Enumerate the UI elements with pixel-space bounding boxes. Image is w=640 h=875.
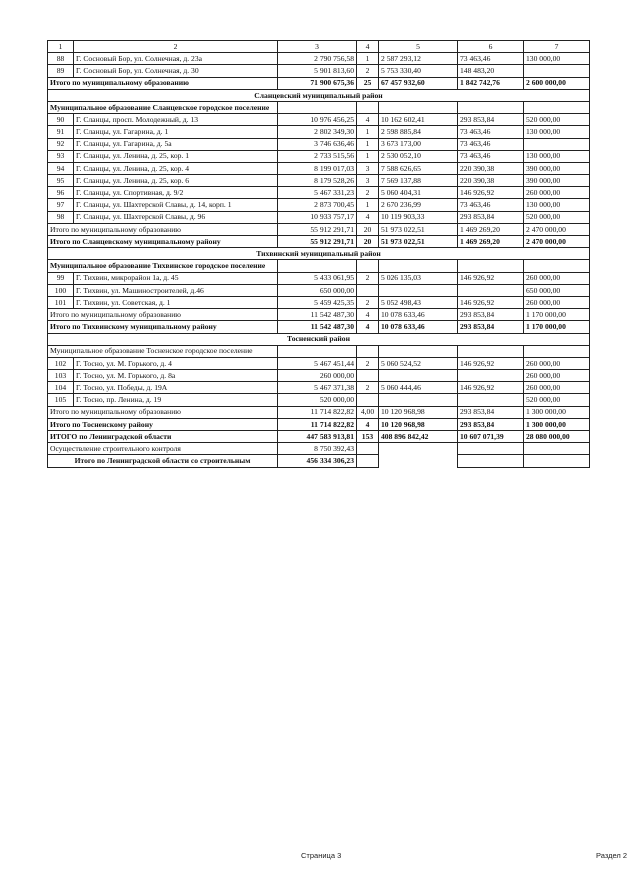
address-cell: Г. Сланцы, ул. Ленина, д. 25, кор. 4	[74, 162, 278, 174]
total-row	[48, 309, 590, 321]
empty-cell	[458, 345, 524, 357]
district-heading: Тихвинский муниципальный район	[48, 248, 590, 260]
count-cell: 2	[357, 357, 379, 369]
district-heading-row	[48, 89, 590, 101]
total-cost-cell: 5 901 813,60	[278, 65, 357, 77]
count-cell: 1	[357, 138, 379, 150]
row-number-cell: 90	[48, 114, 74, 126]
amount-3-cell: 390 000,00	[524, 175, 590, 187]
address-cell: Г. Сосновый Бор, ул. Солнечная, д. 30	[74, 65, 278, 77]
empty-cell	[379, 345, 458, 357]
total-value-cell: 1 300 000,00	[524, 406, 590, 418]
summary-label: Осуществление строительного контроля	[48, 443, 278, 455]
total-value-cell: 447 583 913,81	[278, 431, 357, 443]
amount-3-cell	[524, 138, 590, 150]
total-value-cell: 2 470 000,00	[524, 223, 590, 235]
summary-label: Итого по Ленинградской области со строительным	[48, 455, 278, 467]
total-row	[48, 77, 590, 89]
total-value-cell: 20	[357, 223, 379, 235]
amount-3-cell: 520 000,00	[524, 114, 590, 126]
total-value-cell: 2 600 000,00	[524, 77, 590, 89]
empty-cell	[379, 455, 458, 467]
total-cost-cell: 10 933 757,17	[278, 211, 357, 223]
empty-cell	[357, 345, 379, 357]
column-number-2: 2	[74, 41, 278, 53]
table-row	[48, 187, 590, 199]
row-number-cell: 104	[48, 382, 74, 394]
total-value-cell: 4	[357, 321, 379, 333]
amount-2-cell: 146 926,92	[458, 382, 524, 394]
empty-cell	[458, 443, 524, 455]
total-value-cell: 10 078 633,46	[379, 309, 458, 321]
amount-3-cell: 260 000,00	[524, 296, 590, 308]
total-cost-cell: 2 790 756,58	[278, 53, 357, 65]
amount-3-cell: 520 000,00	[524, 394, 590, 406]
total-value-cell: 408 896 842,42	[379, 431, 458, 443]
empty-cell	[458, 260, 524, 272]
address-cell: Г. Сланцы, ул. Спортивная, д. 9/2	[74, 187, 278, 199]
empty-cell	[357, 260, 379, 272]
address-cell: Г. Тосно, ул. М. Горького, д. 8а	[74, 370, 278, 382]
total-cost-cell: 520 000,00	[278, 394, 357, 406]
district-heading-row	[48, 248, 590, 260]
empty-cell	[357, 455, 379, 467]
municipality-heading: Муниципальное образование Тихвинское городское поселение	[48, 260, 278, 272]
summary-row	[48, 455, 590, 467]
amount-3-cell: 260 000,00	[524, 370, 590, 382]
total-value-cell: 2 470 000,00	[524, 236, 590, 248]
row-number-cell: 91	[48, 126, 74, 138]
amount-2-cell: 293 853,84	[458, 211, 524, 223]
table-row	[48, 199, 590, 211]
total-cost-cell: 5 433 061,95	[278, 272, 357, 284]
count-cell: 2	[357, 272, 379, 284]
address-cell: Г. Тосно, ул. Победы, д. 19А	[74, 382, 278, 394]
table-row	[48, 382, 590, 394]
empty-cell	[524, 101, 590, 113]
total-row	[48, 406, 590, 418]
row-number-cell: 88	[48, 53, 74, 65]
total-cost-cell: 10 976 456,25	[278, 114, 357, 126]
count-cell: 4	[357, 114, 379, 126]
amount-cell	[379, 284, 458, 296]
count-cell: 2	[357, 382, 379, 394]
total-value-cell: 1 170 000,00	[524, 321, 590, 333]
row-number-cell: 100	[48, 284, 74, 296]
amount-cell: 2 598 885,84	[379, 126, 458, 138]
address-cell: Г. Сланцы, просп. Молодежный, д. 13	[74, 114, 278, 126]
total-value-cell: 10 120 968,98	[379, 418, 458, 430]
total-row	[48, 418, 590, 430]
amount-cell: 7 588 626,65	[379, 162, 458, 174]
count-cell	[357, 284, 379, 296]
amount-cell: 5 060 444,46	[379, 382, 458, 394]
total-value-cell: 4,00	[357, 406, 379, 418]
total-label: Итого по муниципальному образованию	[48, 406, 278, 418]
table-row	[48, 162, 590, 174]
municipality-heading-row	[48, 101, 590, 113]
amount-3-cell: 130 000,00	[524, 53, 590, 65]
table-row	[48, 284, 590, 296]
total-cost-cell: 8 199 017,03	[278, 162, 357, 174]
table-row	[48, 150, 590, 162]
total-value-cell: 293 853,84	[458, 406, 524, 418]
total-value-cell: 293 853,84	[458, 418, 524, 430]
municipality-heading: Муниципальное образование Сланцевское городское поселение	[48, 101, 278, 113]
count-cell: 1	[357, 126, 379, 138]
empty-cell	[524, 260, 590, 272]
total-value-cell: 1 842 742,76	[458, 77, 524, 89]
empty-cell	[379, 101, 458, 113]
count-cell: 2	[357, 65, 379, 77]
row-number-cell: 105	[48, 394, 74, 406]
amount-3-cell: 130 000,00	[524, 150, 590, 162]
amount-2-cell: 73 463,46	[458, 126, 524, 138]
page-number: Страница 3	[301, 851, 342, 860]
total-cost-cell: 260 000,00	[278, 370, 357, 382]
address-cell: Г. Тихвин, ул. Машиностроителей, д.46	[74, 284, 278, 296]
amount-3-cell: 260 000,00	[524, 382, 590, 394]
amount-2-cell: 73 463,46	[458, 138, 524, 150]
total-value-cell: 51 973 022,51	[379, 236, 458, 248]
total-label: Итого по Тосненскому району	[48, 418, 278, 430]
amount-cell	[379, 394, 458, 406]
empty-cell	[379, 260, 458, 272]
empty-cell	[278, 101, 357, 113]
total-cost-cell: 5 467 371,38	[278, 382, 357, 394]
count-cell: 3	[357, 162, 379, 174]
total-cost-cell: 3 746 636,46	[278, 138, 357, 150]
municipality-heading-row	[48, 345, 590, 357]
amount-3-cell: 520 000,00	[524, 211, 590, 223]
amount-cell: 7 569 137,88	[379, 175, 458, 187]
total-row	[48, 236, 590, 248]
district-heading-row	[48, 333, 590, 345]
total-cost-cell: 2 802 349,30	[278, 126, 357, 138]
count-cell: 2	[357, 187, 379, 199]
total-value-cell: 1 300 000,00	[524, 418, 590, 430]
total-value-cell: 293 853,84	[458, 309, 524, 321]
amount-3-cell: 390 000,00	[524, 162, 590, 174]
row-number-cell: 92	[48, 138, 74, 150]
total-label: ИТОГО по Ленинградской области	[48, 431, 278, 443]
total-value-cell: 67 457 932,60	[379, 77, 458, 89]
amount-cell: 3 673 173,00	[379, 138, 458, 150]
row-number-cell: 89	[48, 65, 74, 77]
total-label: Итого по Сланцевскому муниципальному району	[48, 236, 278, 248]
summary-value: 456 334 306,23	[278, 455, 357, 467]
total-value-cell: 4	[357, 418, 379, 430]
row-number-cell: 93	[48, 150, 74, 162]
total-cost-cell: 2 873 700,45	[278, 199, 357, 211]
summary-value: 8 750 392,43	[278, 443, 357, 455]
table-row	[48, 53, 590, 65]
table-row	[48, 272, 590, 284]
table-body	[48, 41, 590, 468]
amount-2-cell: 146 926,92	[458, 187, 524, 199]
total-value-cell: 10 120 968,98	[379, 406, 458, 418]
amount-2-cell: 220 390,38	[458, 162, 524, 174]
total-cost-cell: 650 000,00	[278, 284, 357, 296]
address-cell: Г. Сланцы, ул. Гагарина, д. 5а	[74, 138, 278, 150]
total-value-cell: 11 542 487,30	[278, 309, 357, 321]
amount-2-cell: 146 926,92	[458, 272, 524, 284]
total-label: Итого по муниципальному образованию	[48, 223, 278, 235]
amount-cell: 2 670 236,99	[379, 199, 458, 211]
amount-cell: 5 060 524,52	[379, 357, 458, 369]
table-row	[48, 211, 590, 223]
total-value-cell: 11 542 487,30	[278, 321, 357, 333]
amount-2-cell: 146 926,92	[458, 357, 524, 369]
district-heading: Сланцевский муниципальный район	[48, 89, 590, 101]
total-value-cell: 11 714 822,82	[278, 418, 357, 430]
total-cost-cell: 5 459 425,35	[278, 296, 357, 308]
amount-cell: 2 530 052,10	[379, 150, 458, 162]
table-row	[48, 394, 590, 406]
amount-3-cell: 650 000,00	[524, 284, 590, 296]
amount-2-cell: 146 926,92	[458, 296, 524, 308]
table-row	[48, 126, 590, 138]
amount-2-cell	[458, 284, 524, 296]
row-number-cell: 103	[48, 370, 74, 382]
table-row	[48, 114, 590, 126]
row-number-cell: 102	[48, 357, 74, 369]
table-row	[48, 138, 590, 150]
total-value-cell: 293 853,84	[458, 321, 524, 333]
count-cell: 2	[357, 296, 379, 308]
empty-cell	[357, 101, 379, 113]
section-label: Раздел 2	[596, 851, 628, 860]
total-value-cell: 55 912 291,71	[278, 236, 357, 248]
total-value-cell: 1 170 000,00	[524, 309, 590, 321]
header-row	[48, 41, 590, 53]
total-row	[48, 321, 590, 333]
empty-cell	[278, 260, 357, 272]
amount-2-cell	[458, 370, 524, 382]
count-cell: 1	[357, 150, 379, 162]
count-cell: 3	[357, 175, 379, 187]
count-cell: 1	[357, 53, 379, 65]
address-cell: Г. Сланцы, ул. Гагарина, д. 1	[74, 126, 278, 138]
amount-2-cell: 148 483,20	[458, 65, 524, 77]
amount-cell: 5 753 330,40	[379, 65, 458, 77]
total-value-cell: 25	[357, 77, 379, 89]
amount-3-cell: 260 000,00	[524, 272, 590, 284]
row-number-cell: 96	[48, 187, 74, 199]
total-cost-cell: 2 733 515,56	[278, 150, 357, 162]
address-cell: Г. Тихвин, ул. Советская, д. 1	[74, 296, 278, 308]
amount-cell: 10 162 602,41	[379, 114, 458, 126]
total-row	[48, 223, 590, 235]
table-row	[48, 65, 590, 77]
address-cell: Г. Тосно, пр. Ленина, д. 19	[74, 394, 278, 406]
total-label: Итого по Тихвинскому муниципальному району	[48, 321, 278, 333]
row-number-cell: 95	[48, 175, 74, 187]
empty-cell	[524, 443, 590, 455]
empty-cell	[458, 101, 524, 113]
amount-3-cell	[524, 65, 590, 77]
empty-cell	[524, 455, 590, 467]
count-cell: 4	[357, 211, 379, 223]
address-cell: Г. Сланцы, ул. Шахтерской Славы, д. 96	[74, 211, 278, 223]
amount-2-cell: 293 853,84	[458, 114, 524, 126]
empty-cell	[278, 345, 357, 357]
table-row	[48, 296, 590, 308]
empty-cell	[357, 443, 379, 455]
amount-cell: 5 052 498,43	[379, 296, 458, 308]
budget-table	[47, 40, 590, 468]
row-number-cell: 97	[48, 199, 74, 211]
column-number-7: 7	[524, 41, 590, 53]
amount-2-cell	[458, 394, 524, 406]
total-cost-cell: 5 467 331,23	[278, 187, 357, 199]
address-cell: Г. Сосновый Бор, ул. Солнечная, д. 23а	[74, 53, 278, 65]
amount-3-cell: 260 000,00	[524, 187, 590, 199]
address-cell: Г. Сланцы, ул. Шахтерской Славы, д. 14, корп. 1	[74, 199, 278, 211]
row-number-cell: 94	[48, 162, 74, 174]
total-value-cell: 1 469 269,20	[458, 223, 524, 235]
count-cell: 1	[357, 199, 379, 211]
column-number-3: 3	[278, 41, 357, 53]
amount-cell: 10 119 903,33	[379, 211, 458, 223]
total-value-cell: 55 912 291,71	[278, 223, 357, 235]
total-value-cell: 10 078 633,46	[379, 321, 458, 333]
total-value-cell: 1 469 269,20	[458, 236, 524, 248]
amount-cell	[379, 370, 458, 382]
address-cell: Г. Сланцы, ул. Ленина, д. 25, кор. 6	[74, 175, 278, 187]
row-number-cell: 98	[48, 211, 74, 223]
table-row	[48, 357, 590, 369]
total-value-cell: 20	[357, 236, 379, 248]
table-row	[48, 370, 590, 382]
amount-cell: 5 060 404,31	[379, 187, 458, 199]
total-label: Итого по муниципальному образованию	[48, 309, 278, 321]
amount-2-cell: 73 463,46	[458, 53, 524, 65]
total-value-cell: 4	[357, 309, 379, 321]
amount-2-cell: 73 463,46	[458, 199, 524, 211]
amount-cell: 2 587 293,12	[379, 53, 458, 65]
municipality-heading: Муниципальное образование Тосненское городское поселение	[48, 345, 278, 357]
amount-2-cell: 73 463,46	[458, 150, 524, 162]
total-value-cell: 51 973 022,51	[379, 223, 458, 235]
amount-2-cell: 220 390,38	[458, 175, 524, 187]
column-number-4: 4	[357, 41, 379, 53]
address-cell: Г. Тихвин, микрорайон 1а, д. 45	[74, 272, 278, 284]
total-cost-cell: 8 179 528,26	[278, 175, 357, 187]
total-value-cell: 28 080 000,00	[524, 431, 590, 443]
empty-cell	[524, 345, 590, 357]
column-number-1: 1	[48, 41, 74, 53]
total-cost-cell: 5 467 451,44	[278, 357, 357, 369]
column-number-5: 5	[379, 41, 458, 53]
table-row	[48, 175, 590, 187]
count-cell	[357, 394, 379, 406]
count-cell	[357, 370, 379, 382]
row-number-cell: 101	[48, 296, 74, 308]
address-cell: Г. Тосно, ул. М. Горького, д. 4	[74, 357, 278, 369]
amount-cell: 5 026 135,03	[379, 272, 458, 284]
municipality-heading-row	[48, 260, 590, 272]
total-value-cell: 10 607 071,39	[458, 431, 524, 443]
total-label: Итого по муниципальному образованию	[48, 77, 278, 89]
total-value-cell: 153	[357, 431, 379, 443]
address-cell: Г. Сланцы, ул. Ленина, д. 25, кор. 1	[74, 150, 278, 162]
amount-3-cell: 130 000,00	[524, 126, 590, 138]
empty-cell	[458, 455, 524, 467]
row-number-cell: 99	[48, 272, 74, 284]
total-value-cell: 71 900 675,36	[278, 77, 357, 89]
total-value-cell: 11 714 822,82	[278, 406, 357, 418]
amount-3-cell: 130 000,00	[524, 199, 590, 211]
empty-cell	[379, 443, 458, 455]
column-number-6: 6	[458, 41, 524, 53]
district-heading: Тосненский район	[48, 333, 590, 345]
amount-3-cell: 260 000,00	[524, 357, 590, 369]
total-row	[48, 431, 590, 443]
summary-row	[48, 443, 590, 455]
